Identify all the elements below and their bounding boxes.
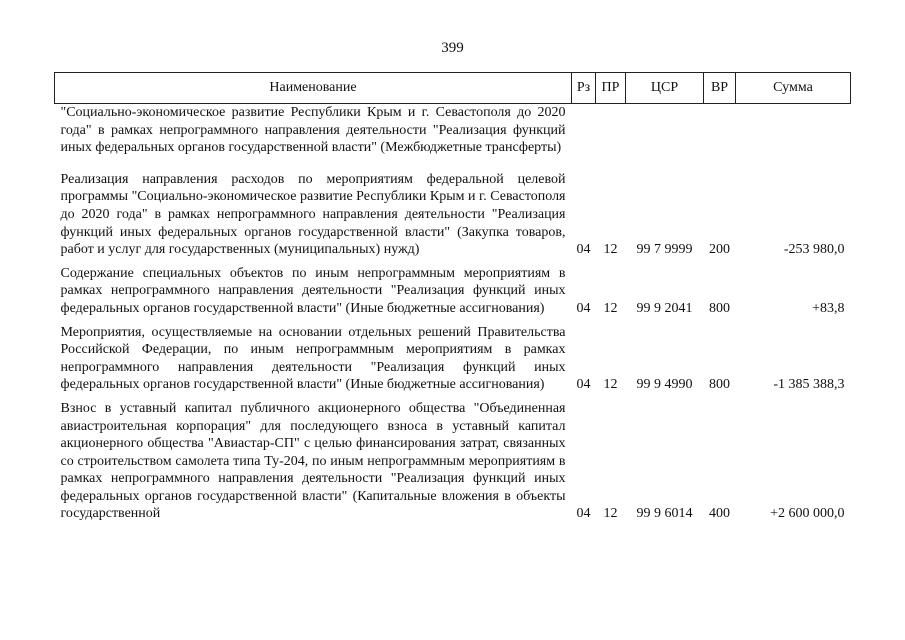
row-name-cell: [55, 265, 572, 324]
row-sum: -1 385 388,3: [773, 377, 845, 393]
table-row: [55, 104, 851, 171]
row-pr: [596, 104, 626, 171]
header-rz: Рз: [572, 73, 596, 104]
row-sum: +2 600 000,0: [770, 506, 845, 522]
row-name-cell: [55, 324, 572, 400]
row-name-text: "Социально-экономическое развитие Республики Крым и г. Севастополя до 2020 года" в рамках непрограммного направления деятельности "Реализация функций иных федеральных органов государственной власти" (Межбюджетные трансферты): [60, 105, 566, 156]
row-rz: [572, 104, 596, 171]
page-number: 399: [441, 40, 464, 56]
header-name: Наименование: [55, 73, 572, 104]
table-row: [55, 324, 851, 400]
row-pr: 12: [603, 377, 618, 393]
header-pr: ПР: [596, 73, 626, 104]
header-sum: Сумма: [736, 73, 851, 104]
header-csr: ЦСР: [626, 73, 704, 104]
row-csr: 99 7 9999: [636, 242, 693, 258]
row-sum: +83,8: [812, 300, 845, 316]
row-rz: 04: [576, 242, 591, 258]
row-name-text: Мероприятия, осуществляемые на основании отдельных решений Правительства Российской Федерации, по иным непрограммным мероприятиям в рамках непрограммного направления деятельности "Реализация функций иных федеральных органов государственной власти" (Иные бюджетные ассигнования): [60, 324, 566, 393]
row-csr: 99 9 6014: [636, 506, 693, 522]
row-csr: 99 9 4990: [636, 377, 693, 393]
row-sum: -253 980,0: [783, 242, 845, 258]
table-header-row: [55, 73, 851, 104]
row-rz: 04: [576, 300, 591, 316]
row-name-text: Содержание специальных объектов по иным непрограммным мероприятиям в рамках непрограммного направления деятельности "Реализация функций иных федеральных органов государственной власти" (Иные бюджетные ассигнования): [60, 265, 566, 316]
row-vr: 400: [709, 506, 730, 522]
row-name-text: Реализация направления расходов по мероприятиям федеральной целевой программы "Социально-экономическое развитие Республики Крым и г. Севастополя до 2020 года" в рамках непрограммного направления деятельности "Реализация функций иных федеральных органов государственной власти" (Закупка товаров, работ и услуг для государственных (муниципальных) нужд): [60, 171, 566, 258]
row-name-cell: [55, 400, 572, 529]
row-rz: 04: [576, 377, 591, 393]
row-pr: 12: [603, 506, 618, 522]
table-row: [55, 265, 851, 324]
row-rz: 04: [576, 506, 591, 522]
row-name-cell: [55, 104, 572, 171]
table-row: [55, 400, 851, 529]
row-name-text: Взнос в уставный капитал публичного акционерного общества "Объединенная авиастроительная корпорация" для последующего взноса в уставный капитал акционерного общества "Авиастар-СП" с целью финансирования затрат, связанных со строительством самолета типа Ту-204, по иным непрограммным мероприятиям в рамках непрограммного направления деятельности "Реализация функций иных федеральных органов государственной власти" (Капитальные вложения в объекты государственной: [60, 400, 566, 522]
row-vr: 800: [709, 377, 730, 393]
row-vr: 200: [709, 242, 730, 258]
row-vr: 800: [709, 300, 730, 316]
row-pr: 12: [603, 300, 618, 316]
row-name-cell: [55, 171, 572, 265]
budget-table: [54, 72, 851, 529]
row-vr: [704, 104, 736, 171]
table-row: [55, 171, 851, 265]
row-pr: 12: [603, 242, 618, 258]
row-sum: [736, 104, 851, 171]
row-csr: [626, 104, 704, 171]
header-vr: ВР: [704, 73, 736, 104]
row-csr: 99 9 2041: [636, 300, 693, 316]
